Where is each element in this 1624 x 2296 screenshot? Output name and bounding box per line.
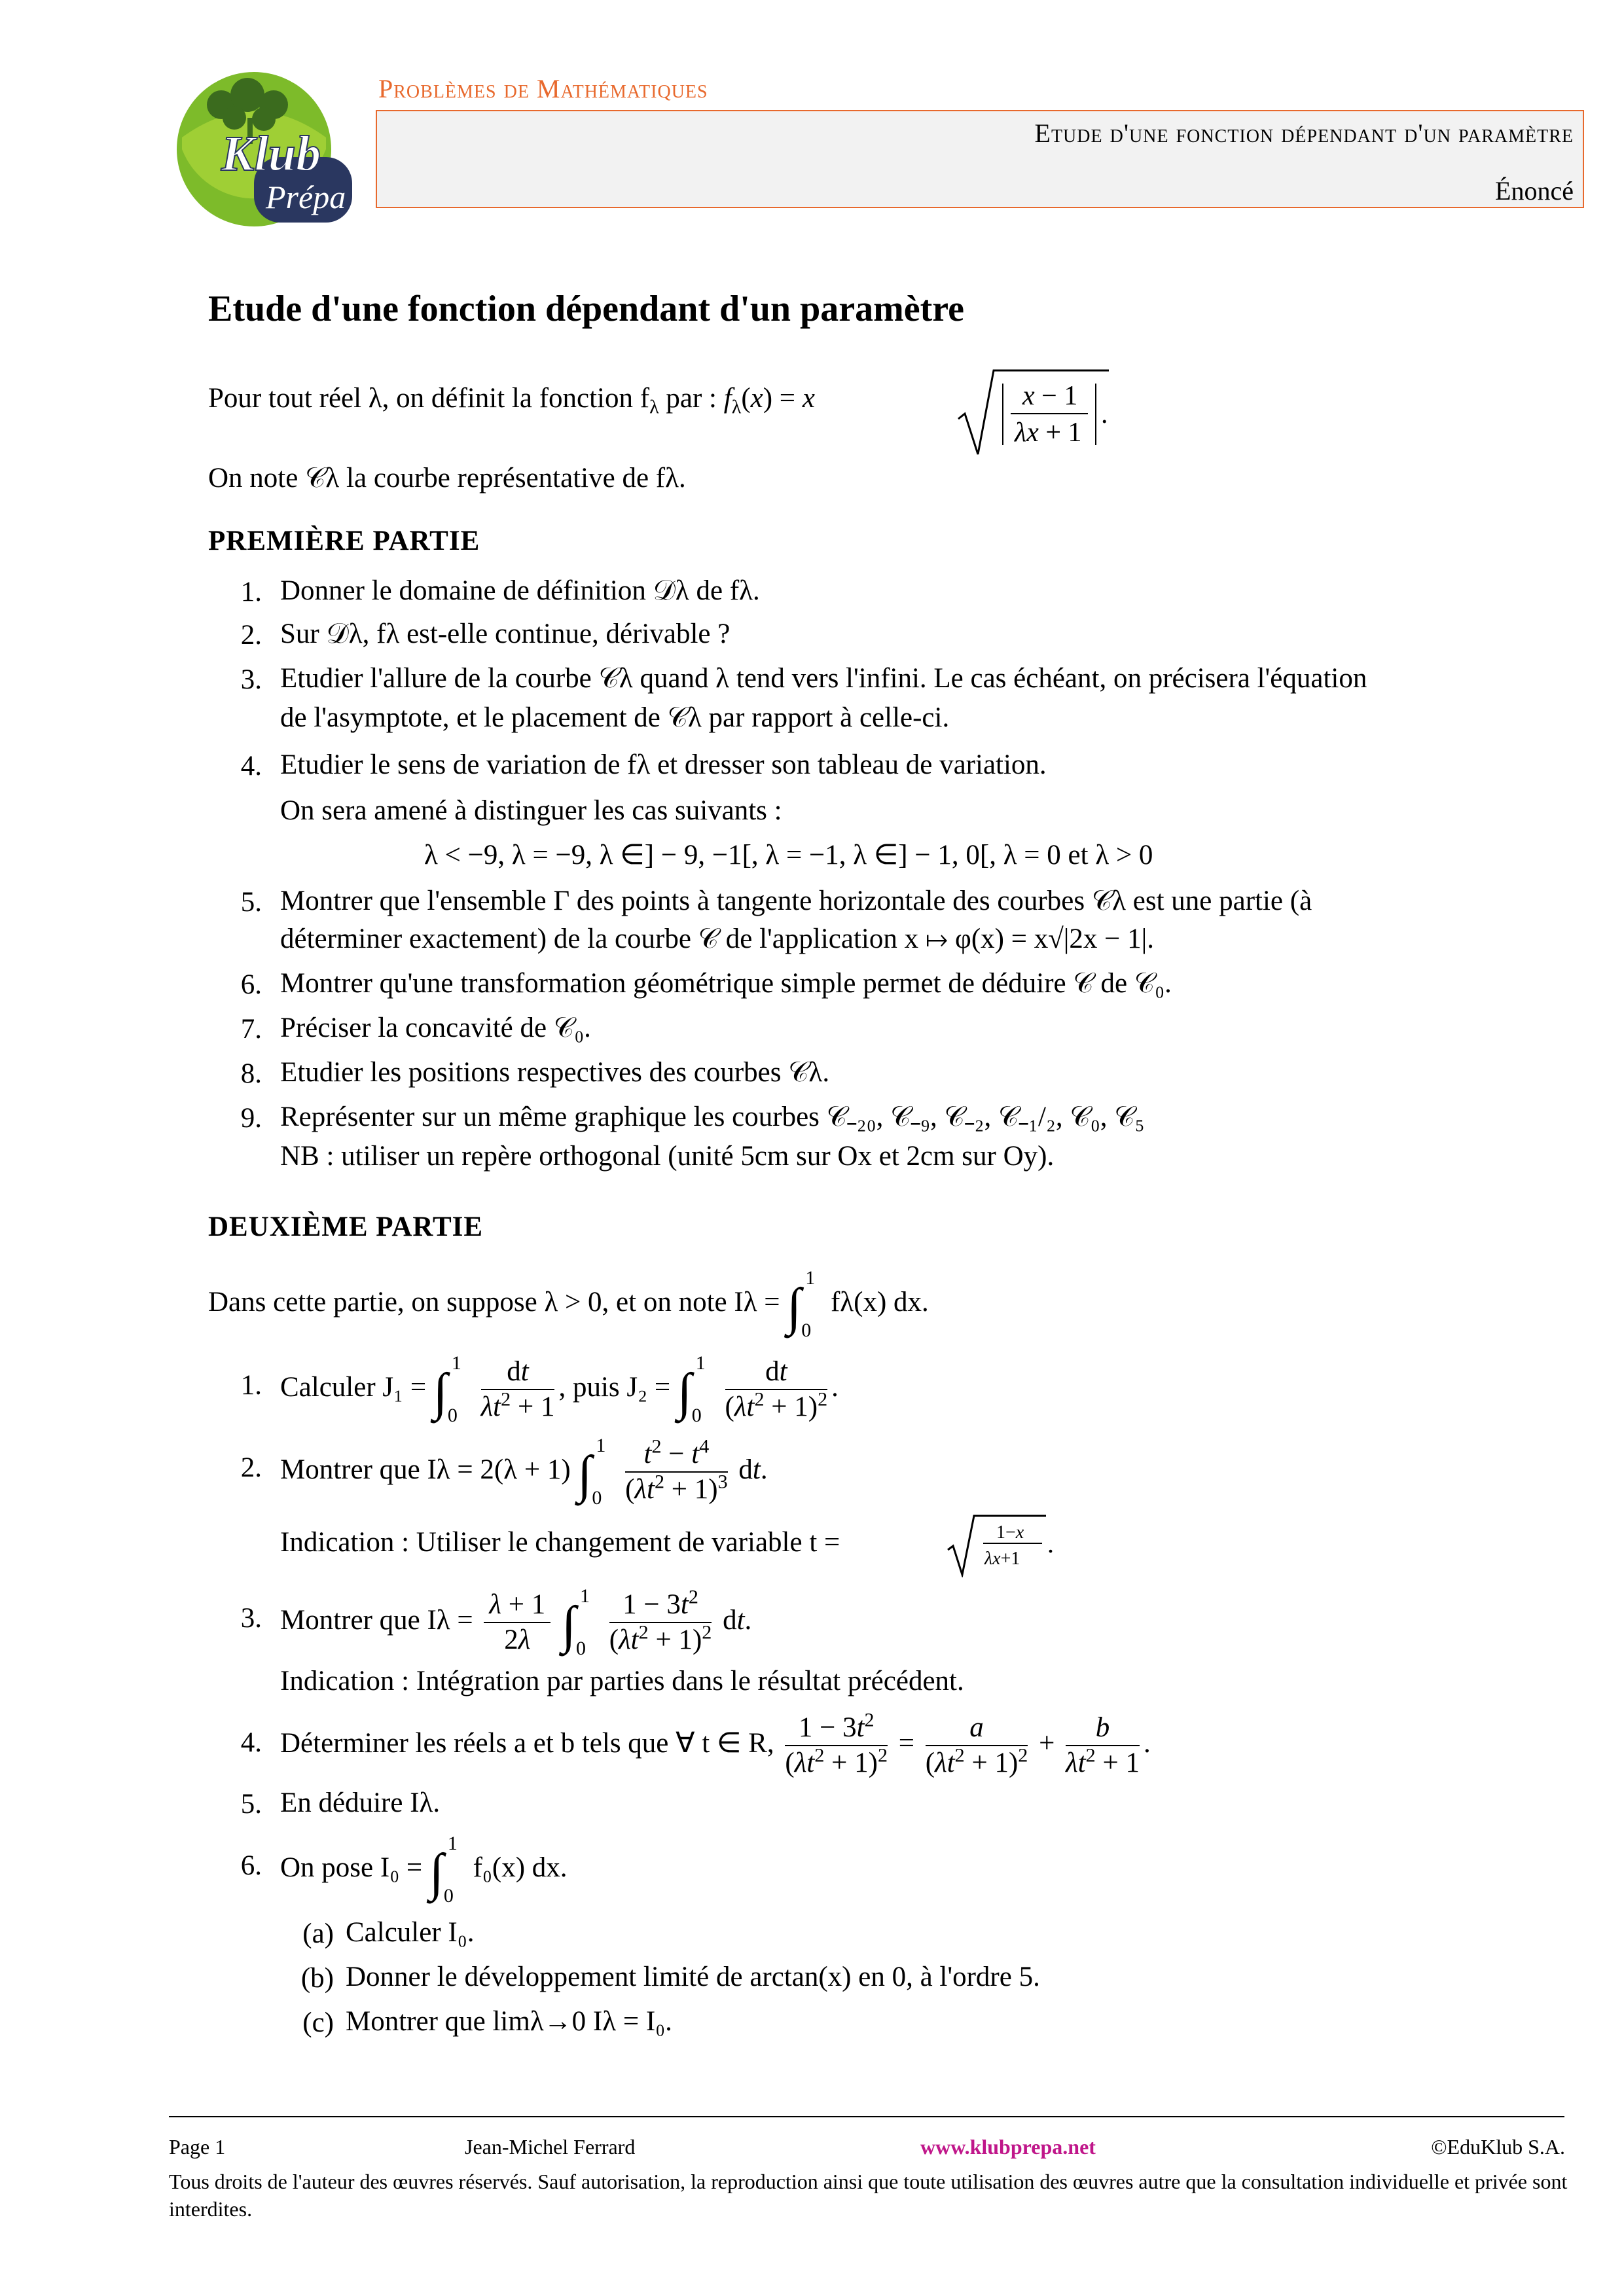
- footer-rights-note: Tous droits de l'auteur des œuvres réservés. Sauf autorisation, la reproduction ainsi que toute utilisation des œuvres autre que la consultation individuelle et privée sont interdites.: [169, 2170, 1568, 2221]
- list-number: 6.: [240, 969, 262, 1000]
- part2-intro-text: Dans cette partie, on suppose λ > 0, et on note Iλ =: [208, 1287, 780, 1318]
- list-item: Montrer que l'ensemble Γ des points à tangente horizontale des courbes 𝒞λ est une partie (à: [280, 886, 1312, 916]
- intro-text-b: par :: [659, 383, 724, 414]
- sublist-item: Montrer que limλ→0 Iλ = I₀.: [346, 2006, 672, 2037]
- klubprepa-logo: [156, 59, 359, 229]
- sublist-label: (a): [302, 1918, 334, 1949]
- list-number: 1.: [240, 1370, 262, 1401]
- intro-text-a: Pour tout réel λ, on définit la fonction f: [208, 383, 650, 414]
- q2-hint-text: Indication : Utiliser le changement de variable t =: [280, 1527, 840, 1558]
- part2-intro-end: fλ(x) dx.: [830, 1287, 929, 1318]
- list-item-cont: de l'asymptote, et le placement de 𝒞λ par rapport à celle-ci.: [280, 702, 950, 733]
- svg-text:.: .: [1047, 1529, 1054, 1558]
- brand-label: Problèmes de Mathématiques: [378, 74, 708, 103]
- part2-q3-hint: Indication : Intégration par parties dans le résultat précédent.: [280, 1666, 964, 1696]
- part2-q5: En déduire Iλ.: [280, 1787, 441, 1818]
- page-title: Etude d'une fonction dépendant d'un paramètre: [208, 289, 964, 329]
- hint-sqrt-formula: [947, 1512, 1058, 1577]
- svg-text:λx + 1: λx + 1: [1015, 418, 1082, 448]
- part2-heading: DEUXIÈME PARTIE: [208, 1211, 484, 1242]
- footer-page: Page 1: [169, 2135, 226, 2159]
- sublist-item: Calculer I₀.: [346, 1917, 475, 1948]
- header-doc-title: Etude d'une fonction dépendant d'un paramètre: [1034, 118, 1574, 148]
- q6-text-end: f₀(x) dx.: [473, 1852, 568, 1883]
- part2-q2-hint: [280, 1524, 840, 1562]
- logo-text: Klub: [221, 126, 321, 181]
- svg-text:λx+1: λx+1: [984, 1549, 1020, 1569]
- list-number: 9.: [240, 1103, 262, 1134]
- part2-q3: Montrer que Iλ = $\frac{\lambda + 1}{2\lambda}$ ∫ 1 0 $\frac{1 - 3t^2}{(\lambda t^2 + 1)^2}$ dt.: [280, 1585, 752, 1660]
- part2-q1: Calculer J₁ = ∫ 1 0 $\frac{dt}{\lambda t^2 + 1}$ , puis J₂ = ∫ 1 0 $\frac{dt}{(\lambda t^2 + 1)^2}$ .: [280, 1352, 839, 1427]
- svg-text:1−x: 1−x: [996, 1522, 1024, 1543]
- list-item: Préciser la concavité de 𝒞₀.: [280, 1013, 591, 1043]
- list-number: 7.: [240, 1014, 262, 1045]
- svg-text:.: .: [1101, 399, 1108, 429]
- intro-curve-note: On note 𝒞λ la courbe représentative de fλ.: [208, 463, 686, 493]
- q2-text: Montrer que Iλ = 2(λ + 1): [280, 1454, 571, 1485]
- header-doc-type: Énoncé: [1495, 176, 1574, 206]
- q6-text: On pose I₀ =: [280, 1852, 423, 1883]
- q3-text: Montrer que Iλ =: [280, 1605, 473, 1636]
- sublist-label: (c): [302, 2007, 334, 2038]
- list-item: Montrer qu'une transformation géométrique simple permet de déduire 𝒞 de 𝒞₀.: [280, 968, 1172, 999]
- intro-definition: Pour tout réel λ, on définit la fonction $f_\lambda$ par : $f_\lambda(x) = x$: [208, 383, 815, 418]
- cases-line: λ < −9, λ = −9, λ ∈] − 9, −1[, λ = −1, λ ∈] − 1, 0[, λ = 0 et λ > 0: [424, 840, 1153, 870]
- list-number: 1.: [240, 577, 262, 607]
- part2-q2: Montrer que Iλ = 2(λ + 1) ∫ 1 0 $\frac{t^2 - t^4}{(\lambda t^2 + 1)^3}$ dt.: [280, 1435, 768, 1509]
- part2-intro: Dans cette partie, on suppose λ > 0, et on note Iλ = ∫ 1 0 fλ(x) dx.: [208, 1267, 929, 1342]
- list-item: Etudier l'allure de la courbe 𝒞λ quand λ tend vers l'infini. Le cas échéant, on précisera l'équation: [280, 663, 1367, 694]
- footer-rule: [169, 2116, 1564, 2117]
- part1-heading: PREMIÈRE PARTIE: [208, 526, 480, 556]
- logo-subtext: Prépa: [266, 179, 346, 215]
- footer-author: Jean-Michel Ferrard: [465, 2135, 636, 2159]
- list-item-cont: déterminer exactement) de la courbe 𝒞 de l'application x ↦ φ(x) = x√|2x − 1|.: [280, 924, 1155, 954]
- part2-q6: On pose I₀ = ∫ 1 0 f₀(x) dx.: [280, 1833, 568, 1907]
- list-number: 3.: [240, 1603, 262, 1634]
- svg-text:x − 1: x − 1: [1022, 381, 1078, 411]
- list-number: 4.: [240, 1727, 262, 1758]
- footer-copyright: ©EduKlub S.A.: [1431, 2135, 1565, 2159]
- part2-q4: Déterminer les réels a et b tels que ∀ t ∈ R, $\frac{1 - 3t^2}{(\lambda t^2 + 1)^2}$ = $\frac{a}{(\lambda t^2 + 1)^2}$ + $\frac{b}{\lambda t^2 + 1}$ .: [280, 1708, 1151, 1779]
- list-number: 6.: [240, 1850, 262, 1881]
- list-number: 2.: [240, 1452, 262, 1483]
- list-item: Etudier le sens de variation de fλ et dresser son tableau de variation.: [280, 749, 1047, 780]
- footer-url-link[interactable]: www.klubprepa.net: [920, 2135, 1096, 2159]
- q4-text: Déterminer les réels a et b tels que ∀ t ∈ R,: [280, 1728, 774, 1759]
- list-number: 3.: [240, 664, 262, 695]
- q1-text-a: Calculer J₁ =: [280, 1372, 427, 1403]
- list-item-cont: On sera amené à distinguer les cas suivants :: [280, 795, 782, 826]
- list-item: Sur 𝒟λ, fλ est-elle continue, dérivable ?: [280, 619, 731, 649]
- list-number: 8.: [240, 1058, 262, 1089]
- list-item: Représenter sur un même graphique les courbes 𝒞₋₂₀, 𝒞₋₉, 𝒞₋₂, 𝒞₋₁/₂, 𝒞₀, 𝒞₅: [280, 1102, 1145, 1132]
- list-number: 2.: [240, 620, 262, 651]
- sublist-item: Donner le développement limité de arctan(x) en 0, à l'ordre 5.: [346, 1962, 1040, 1992]
- list-number: 5.: [240, 1789, 262, 1820]
- q1-text-b: , puis J₂ =: [558, 1372, 671, 1403]
- list-item: Donner le domaine de définition 𝒟λ de fλ.: [280, 575, 760, 606]
- list-number: 5.: [240, 887, 262, 918]
- header-box: [376, 110, 1584, 208]
- sublist-label: (b): [300, 1963, 334, 1994]
- list-item-cont: NB : utiliser un repère orthogonal (unité 5cm sur Ox et 2cm sur Oy).: [280, 1141, 1055, 1172]
- sqrt-formula: [957, 367, 1114, 458]
- list-number: 4.: [240, 751, 262, 781]
- list-item: Etudier les positions respectives des courbes 𝒞λ.: [280, 1057, 830, 1088]
